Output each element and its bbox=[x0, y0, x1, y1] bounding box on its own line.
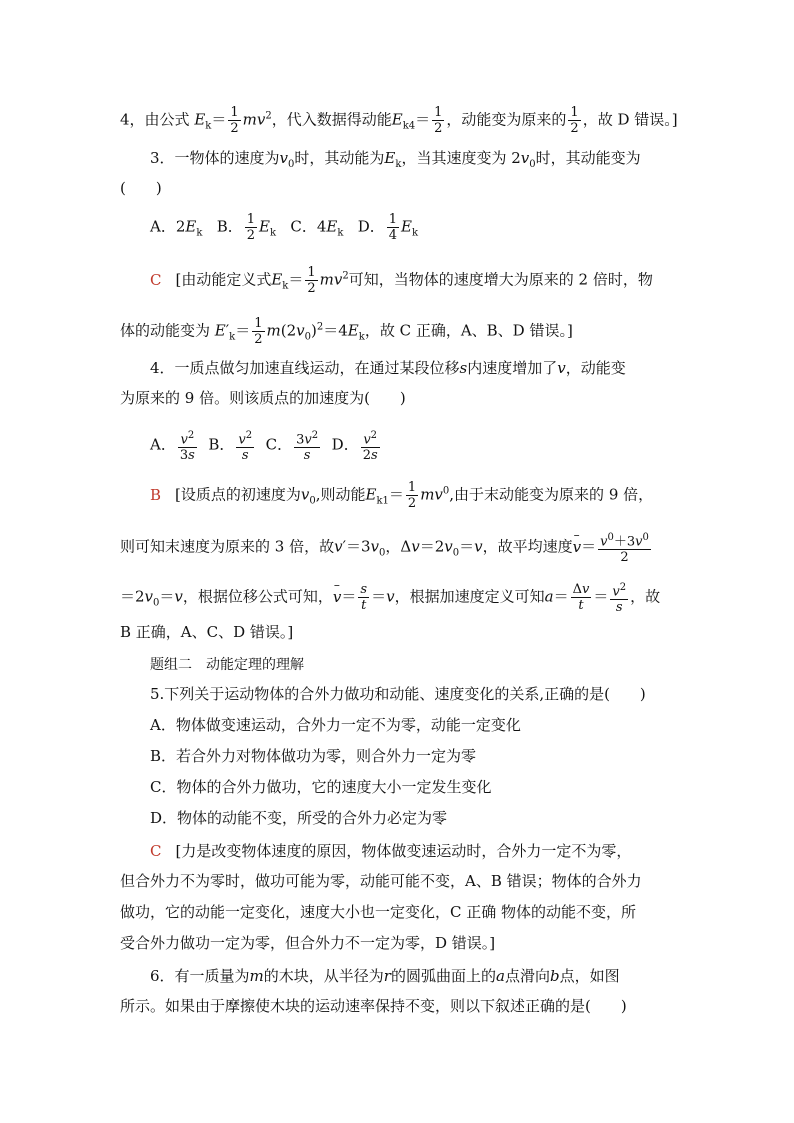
question-5-option-b: B．若合外力对物体做功为零，则合外力一定为零 bbox=[150, 747, 477, 765]
question-6: 6．有一质量为m的木块，从半径为r的圆弧曲面上的a点滑向b点，如图 bbox=[150, 967, 620, 985]
question-5-option-d: D．物体的动能不变，所受的合外力必定为零 bbox=[150, 809, 448, 827]
answer-4-line2: 则可知末速度为原来的 3 倍，故$v'=3v_0$，$\Delta v=2v_0=v$，故平均速度– v＝ $\frac{v^0+3v^0}{2}$ bbox=[120, 530, 653, 565]
question-3: 3．一物体的速度为$v_0$时，其动能为$E_k$，当其速度变为 $2v_0$时，其动能变为 bbox=[150, 149, 641, 170]
answer-4: B [设质点的初速度为$v_0$,则动能$E_{k1}=$ $\frac{1}{2}$ $mv^0$,由于末动能变为原来的 9 倍， bbox=[150, 480, 654, 511]
question-4: 4．一质点做匀加速直线运动，在通过某段位移s内速度增加了v，动能变 bbox=[150, 359, 626, 377]
answer-4-line4: B 正确，A、C、D 错误。] bbox=[120, 623, 294, 641]
answer-4-line3: $=2v_0=v$，根据位移公式可知，– v＝ $\frac{s}{t}$ ＝v，根据加速度定义可知a＝ $\frac{\Delta v}{t}$ ＝ $\frac{v^2}{s}$ ，故 bbox=[120, 580, 660, 615]
question-3-paren: ( ) bbox=[120, 179, 162, 197]
answer-letter: C bbox=[150, 270, 162, 289]
question-5: 5.下列关于运动物体的合外力做功和动能、速度变化的关系,正确的是( ) bbox=[150, 685, 646, 703]
question-4-options: A． $\frac{v^2}{3s}$ B． $\frac{v^2}{s}$ C． $\frac{3v^2}{s}$ D． $\frac{v^2}{2s}$ bbox=[150, 430, 378, 464]
question-5-option-c: C．物体的合外力做功，它的速度大小一定发生变化 bbox=[150, 778, 492, 796]
answer-3: C [由动能定义式$E_k=$ $\frac{1}{2}$ $mv^2$可知，当物体的速度增大为原来的 2 倍时，物 bbox=[150, 265, 653, 296]
answer-letter: C bbox=[150, 842, 162, 860]
answer-5-line3: 做功，它的动能一定变化，速度大小也一定变化，C 正确 物体的动能不变，所 bbox=[120, 903, 637, 921]
answer-5: C [力是改变物体速度的原因，物体做变速运动时，合外力一定不为零， bbox=[150, 842, 632, 860]
answer-5-line2: 但合外力不为零时，做功可能为零，动能可能不变，A、B 错误；物体的合外力 bbox=[120, 872, 642, 890]
answer-3-cont: 体的动能变为 $E'_k=$ $\frac{1}{2}$ $m(2v_0)^2=4E_k$，故 C 正确，A、B、D 错误。] bbox=[120, 316, 573, 347]
answer-letter: B bbox=[150, 485, 162, 504]
question-3-options: A．$2E_k$ B． $\frac{1}{2}$ $E_k$ C．$4E_k$ D． $\frac{1}{4}$ $E_k$ bbox=[150, 212, 419, 243]
line-1: 4，由公式 $E_k=$ $\frac{1}{2}$ $mv^2$，代入数据得动能$E_{k4}=$ $\frac{1}{2}$ ，动能变为原来的 $\frac{1}{2}$ ，故 D 错误。] bbox=[120, 105, 678, 136]
question-4-cont: 为原来的 9 倍。则该质点的加速度为( ) bbox=[120, 389, 406, 407]
section-heading: 题组二 动能定理的理解 bbox=[150, 657, 304, 673]
question-5-option-a: A．物体做变速运动，合外力一定不为零，动能一定变化 bbox=[150, 716, 521, 734]
question-6-cont: 所示。如果由于摩擦使木块的运动速率保持不变，则以下叙述正确的是( ) bbox=[120, 997, 627, 1015]
answer-5-line4: 受合外力做功一定为零，但合外力不一定为零，D 错误。] bbox=[120, 934, 496, 952]
